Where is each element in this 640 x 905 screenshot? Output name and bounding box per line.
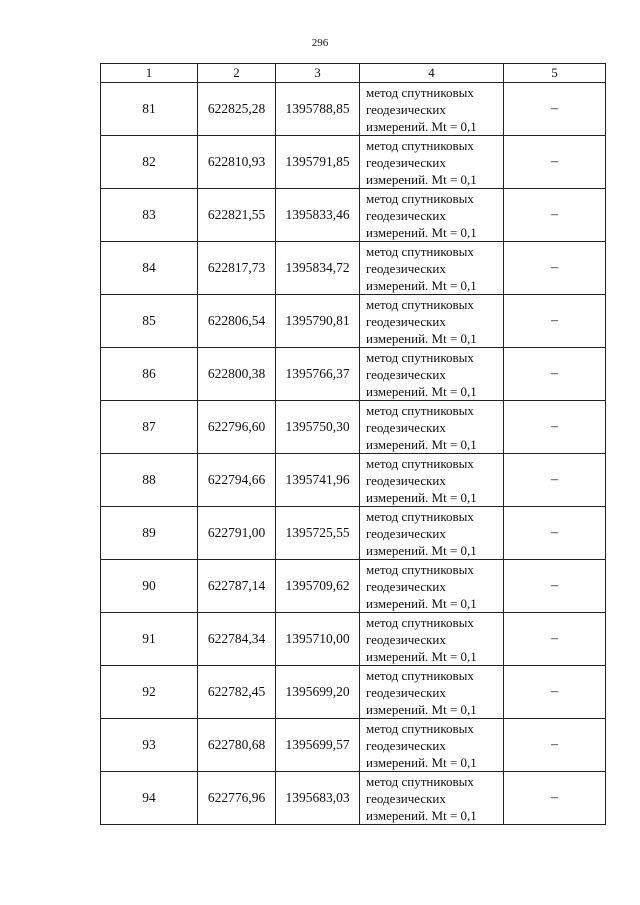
note-cell: – bbox=[504, 401, 606, 454]
method-cell: метод спутниковых геодезических измерений. Mt = 0,1 bbox=[360, 401, 504, 454]
x-coordinate-cell: 622810,93 bbox=[198, 136, 276, 189]
x-coordinate-cell: 622800,38 bbox=[198, 348, 276, 401]
y-coordinate-cell: 1395725,55 bbox=[276, 507, 360, 560]
x-coordinate-cell: 622821,55 bbox=[198, 189, 276, 242]
x-coordinate-cell: 622784,34 bbox=[198, 613, 276, 666]
note-cell: – bbox=[504, 136, 606, 189]
y-coordinate-cell: 1395766,37 bbox=[276, 348, 360, 401]
point-number-cell: 87 bbox=[101, 401, 198, 454]
point-number-cell: 85 bbox=[101, 295, 198, 348]
method-cell: метод спутниковых геодезических измерений. Mt = 0,1 bbox=[360, 242, 504, 295]
y-coordinate-cell: 1395741,96 bbox=[276, 454, 360, 507]
method-cell: метод спутниковых геодезических измерений. Mt = 0,1 bbox=[360, 719, 504, 772]
x-coordinate-cell: 622776,96 bbox=[198, 772, 276, 825]
header-col-3: 3 bbox=[276, 64, 360, 83]
point-number-cell: 83 bbox=[101, 189, 198, 242]
method-cell: метод спутниковых геодезических измерений. Mt = 0,1 bbox=[360, 560, 504, 613]
y-coordinate-cell: 1395699,57 bbox=[276, 719, 360, 772]
x-coordinate-cell: 622806,54 bbox=[198, 295, 276, 348]
header-col-4: 4 bbox=[360, 64, 504, 83]
method-cell: метод спутниковых геодезических измерений. Mt = 0,1 bbox=[360, 454, 504, 507]
method-cell: метод спутниковых геодезических измерений. Mt = 0,1 bbox=[360, 772, 504, 825]
table-row bbox=[101, 295, 606, 348]
note-cell: – bbox=[504, 295, 606, 348]
table-row bbox=[101, 454, 606, 507]
method-cell: метод спутниковых геодезических измерений. Mt = 0,1 bbox=[360, 295, 504, 348]
table-row bbox=[101, 348, 606, 401]
header-col-2: 2 bbox=[198, 64, 276, 83]
table-row bbox=[101, 189, 606, 242]
table-header-row bbox=[101, 64, 606, 83]
x-coordinate-cell: 622794,66 bbox=[198, 454, 276, 507]
method-cell: метод спутниковых геодезических измерений. Mt = 0,1 bbox=[360, 348, 504, 401]
table-row bbox=[101, 772, 606, 825]
y-coordinate-cell: 1395710,00 bbox=[276, 613, 360, 666]
x-coordinate-cell: 622791,00 bbox=[198, 507, 276, 560]
y-coordinate-cell: 1395834,72 bbox=[276, 242, 360, 295]
note-cell: – bbox=[504, 242, 606, 295]
point-number-cell: 91 bbox=[101, 613, 198, 666]
note-cell: – bbox=[504, 189, 606, 242]
point-number-cell: 89 bbox=[101, 507, 198, 560]
point-number-cell: 90 bbox=[101, 560, 198, 613]
point-number-cell: 86 bbox=[101, 348, 198, 401]
x-coordinate-cell: 622780,68 bbox=[198, 719, 276, 772]
table-row bbox=[101, 83, 606, 136]
point-number-cell: 93 bbox=[101, 719, 198, 772]
header-col-1: 1 bbox=[101, 64, 198, 83]
table-row bbox=[101, 560, 606, 613]
method-cell: метод спутниковых геодезических измерений. Mt = 0,1 bbox=[360, 666, 504, 719]
method-cell: метод спутниковых геодезических измерений. Mt = 0,1 bbox=[360, 83, 504, 136]
table-row bbox=[101, 242, 606, 295]
y-coordinate-cell: 1395709,62 bbox=[276, 560, 360, 613]
table-row bbox=[101, 719, 606, 772]
note-cell: – bbox=[504, 719, 606, 772]
page-number: 296 bbox=[311, 37, 329, 49]
coordinates-table bbox=[100, 63, 606, 825]
note-cell: – bbox=[504, 83, 606, 136]
method-cell: метод спутниковых геодезических измерений. Mt = 0,1 bbox=[360, 507, 504, 560]
x-coordinate-cell: 622782,45 bbox=[198, 666, 276, 719]
point-number-cell: 84 bbox=[101, 242, 198, 295]
method-cell: метод спутниковых геодезических измерений. Mt = 0,1 bbox=[360, 189, 504, 242]
note-cell: – bbox=[504, 454, 606, 507]
y-coordinate-cell: 1395683,03 bbox=[276, 772, 360, 825]
note-cell: – bbox=[504, 348, 606, 401]
header-col-5: 5 bbox=[504, 64, 606, 83]
table-row bbox=[101, 507, 606, 560]
point-number-cell: 81 bbox=[101, 83, 198, 136]
y-coordinate-cell: 1395791,85 bbox=[276, 136, 360, 189]
table-row bbox=[101, 666, 606, 719]
x-coordinate-cell: 622787,14 bbox=[198, 560, 276, 613]
note-cell: – bbox=[504, 560, 606, 613]
table-row bbox=[101, 401, 606, 454]
y-coordinate-cell: 1395699,20 bbox=[276, 666, 360, 719]
method-cell: метод спутниковых геодезических измерений. Mt = 0,1 bbox=[360, 613, 504, 666]
point-number-cell: 92 bbox=[101, 666, 198, 719]
table-row bbox=[101, 613, 606, 666]
y-coordinate-cell: 1395750,30 bbox=[276, 401, 360, 454]
note-cell: – bbox=[504, 613, 606, 666]
y-coordinate-cell: 1395833,46 bbox=[276, 189, 360, 242]
point-number-cell: 88 bbox=[101, 454, 198, 507]
point-number-cell: 82 bbox=[101, 136, 198, 189]
y-coordinate-cell: 1395788,85 bbox=[276, 83, 360, 136]
table-row bbox=[101, 136, 606, 189]
y-coordinate-cell: 1395790,81 bbox=[276, 295, 360, 348]
method-cell: метод спутниковых геодезических измерений. Mt = 0,1 bbox=[360, 136, 504, 189]
x-coordinate-cell: 622796,60 bbox=[198, 401, 276, 454]
x-coordinate-cell: 622817,73 bbox=[198, 242, 276, 295]
table-body bbox=[101, 83, 606, 825]
note-cell: – bbox=[504, 772, 606, 825]
point-number-cell: 94 bbox=[101, 772, 198, 825]
note-cell: – bbox=[504, 666, 606, 719]
x-coordinate-cell: 622825,28 bbox=[198, 83, 276, 136]
note-cell: – bbox=[504, 507, 606, 560]
